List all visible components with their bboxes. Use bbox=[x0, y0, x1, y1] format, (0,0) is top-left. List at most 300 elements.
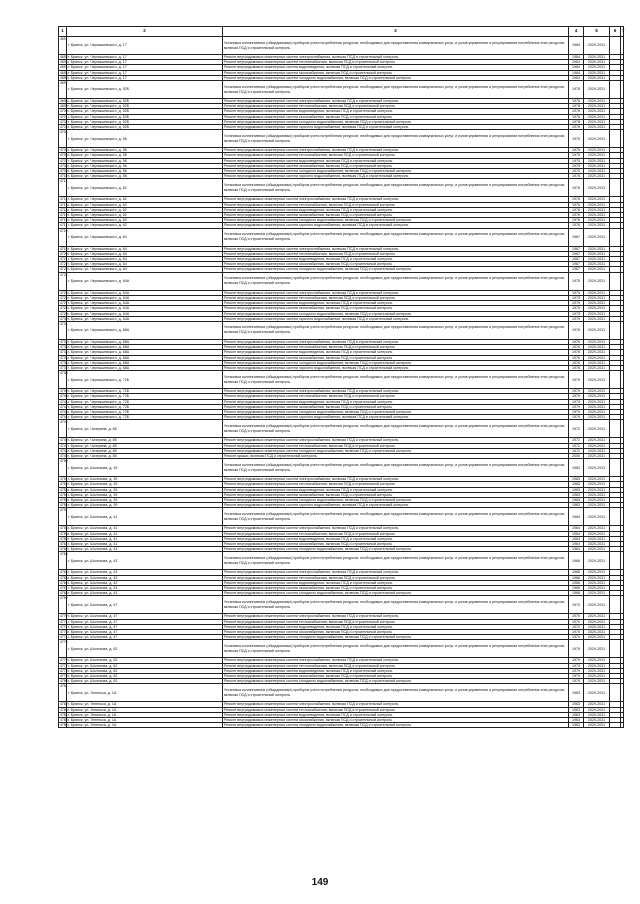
year-cell: 1978 bbox=[569, 81, 584, 99]
header-row bbox=[59, 27, 624, 37]
address-cell: г. Брянск, ул. Шолохова, д. 39 bbox=[67, 459, 223, 477]
work-type-cell: Ремонт внутридомовых инженерных систем газоснабжения, включая ПСД и строительный контроль bbox=[223, 630, 569, 635]
address-cell: г. Брянск, ул. Шолохова, д. 47 bbox=[67, 630, 223, 635]
row-number: 4746 bbox=[60, 438, 68, 443]
row-number: 4758 bbox=[60, 526, 68, 531]
year-cell: 1963 bbox=[569, 684, 584, 702]
period-cell: 2029-2031 bbox=[584, 707, 610, 712]
work-type-cell: Ремонт внутридомовых инженерных систем горячего водоснабжения, включая ПСД и строительный контроль bbox=[223, 415, 569, 420]
row-number: 4783 bbox=[60, 707, 68, 712]
address-cell: г. Брянск, ул. Шолохова, д. 39 bbox=[67, 482, 223, 487]
row-number: 4768 bbox=[60, 591, 68, 596]
table-row bbox=[59, 37, 624, 55]
work-type-cell: Ремонт внутридомовых инженерных систем холодного водоснабжения, включая ПСД и строительный контроль bbox=[223, 723, 569, 728]
empty-cell bbox=[621, 596, 624, 614]
work-type-cell: Ремонт внутридомовых инженерных систем водоотведения, включая ПСД и строительный контроль bbox=[223, 487, 569, 492]
address-cell: г. Брянск, ул. Чернышевского, д. 68А bbox=[67, 350, 223, 355]
work-type-cell: Ремонт внутридомовых инженерных систем холодного водоснабжения, включая ПСД и строительный контроль bbox=[223, 547, 569, 552]
row-number: 4709 bbox=[60, 169, 68, 174]
row-number: 4704 bbox=[59, 130, 67, 148]
address-cell: г. Брянск, ул. Шолохова, д. 47 bbox=[67, 619, 223, 624]
row-number: 4744 bbox=[60, 415, 68, 420]
year-cell: 1975 bbox=[569, 311, 584, 316]
address-cell: г. Брянск, ул. Шолохова, д. 41 bbox=[67, 536, 223, 541]
year-cell: 1967 bbox=[569, 262, 584, 267]
row-number: 4732 bbox=[60, 339, 68, 344]
row-number: 4754 bbox=[60, 492, 68, 497]
empty-cell bbox=[610, 37, 621, 55]
address-cell: г. Брянск, ул. Чернышевского, д. 56 bbox=[67, 163, 223, 168]
work-type-cell: Установка коллективных (общедомовых) приборов учета потребления ресурсов, необходимых для предоставления коммунальных услуг, и узлов управления и регулирования потребления этих ресурсов, включая ПСД и строительный контроль bbox=[223, 179, 569, 197]
work-type-cell: Ремонт внутридомовых инженерных систем холодного водоснабжения, включая ПСД и строительный контроль bbox=[223, 267, 569, 272]
address-cell: г. Брянск, ул. Чернышевского, д. 52Б bbox=[67, 104, 223, 109]
address-cell: г. Брянск, ул. Чернышевского, д. 64А bbox=[67, 290, 223, 295]
address-cell: г. Брянск, ул. Чернышевского, д. 72Б bbox=[67, 371, 223, 389]
work-type-cell: Ремонт внутридомовых инженерных систем газоснабжения, включая ПСД и строительный контроль bbox=[223, 355, 569, 360]
year-cell: 1970 bbox=[569, 619, 584, 624]
address-cell: г. Брянск, ул. Чернышевского, д. 64 bbox=[67, 257, 223, 262]
work-type-cell: Ремонт внутридомовых инженерных систем электроснабжения, включая ПСД и строительный контроль bbox=[223, 658, 569, 663]
period-cell: 2029-2031 bbox=[584, 339, 610, 344]
year-cell: 1966 bbox=[569, 586, 584, 591]
header-cell: 6 bbox=[610, 27, 621, 37]
year-cell: 1975 bbox=[569, 158, 584, 163]
work-type-cell: Ремонт внутридомовых инженерных систем водоотведения, включая ПСД и строительный контроль bbox=[223, 712, 569, 717]
document-sheet bbox=[58, 26, 624, 728]
work-type-cell: Ремонт внутридомовых инженерных систем теплоснабжения, включая ПСД и строительный контроль bbox=[223, 663, 569, 668]
year-cell: 1984 bbox=[569, 37, 584, 55]
year-cell: 1983 bbox=[569, 492, 584, 497]
period-cell: 2029-2031 bbox=[584, 251, 610, 256]
year-cell: 1979 bbox=[569, 640, 584, 658]
year-cell: 1976 bbox=[569, 223, 584, 228]
period-cell: 2029-2031 bbox=[584, 541, 610, 546]
work-type-cell: Ремонт внутридомовых инженерных систем водоотведения, включая ПСД и строительный контроль bbox=[223, 399, 569, 404]
period-cell: 2029-2031 bbox=[584, 290, 610, 295]
period-cell: 2029-2031 bbox=[584, 350, 610, 355]
period-cell: 2029-2031 bbox=[584, 60, 610, 65]
address-cell: г. Брянск, ул. Энгельса, д. 1А bbox=[67, 712, 223, 717]
year-cell: 1978 bbox=[569, 104, 584, 109]
work-type-cell: Ремонт внутридомовых инженерных систем водоотведения, включая ПСД и строительный контроль bbox=[223, 624, 569, 629]
empty-cell bbox=[610, 228, 621, 246]
year-cell: 1983 bbox=[569, 477, 584, 482]
address-cell: г. Брянск, ул. Чернышевского, д. 68А bbox=[67, 321, 223, 339]
row-number: 4742 bbox=[60, 404, 68, 409]
period-cell: 2029-2031 bbox=[584, 360, 610, 365]
work-type-cell: Ремонт внутридомовых инженерных систем холодного водоснабжения, включая ПСД и строительный контроль bbox=[223, 75, 569, 80]
address-cell: г. Брянск, ул. Чернышевского, д. 64А bbox=[67, 306, 223, 311]
address-cell: г. Брянск, ул. Шолохова, д. 41 bbox=[67, 526, 223, 531]
year-cell: 1979 bbox=[569, 404, 584, 409]
table-row bbox=[59, 508, 624, 526]
period-cell: 2029-2031 bbox=[584, 228, 610, 246]
empty-cell bbox=[621, 640, 624, 658]
work-type-cell: Ремонт внутридомовых инженерных систем теплоснабжения, включая ПСД и строительный контроль bbox=[223, 575, 569, 580]
empty-cell bbox=[621, 552, 624, 570]
year-cell: 1963 bbox=[569, 702, 584, 707]
row-number: 4695 bbox=[60, 70, 68, 75]
empty-cell bbox=[621, 723, 624, 728]
work-type-cell: Установка коллективных (общедомовых) приборов учета потребления ресурсов, необходимых для предоставления коммунальных услуг, и узлов управления и регулирования потребления этих ресурсов, включая ПСД и строительный контроль bbox=[223, 684, 569, 702]
table-row bbox=[59, 552, 624, 570]
row-number: 4759 bbox=[60, 531, 68, 536]
work-type-cell: Ремонт внутридомовых инженерных систем электроснабжения, включая ПСД и строительный контроль bbox=[223, 148, 569, 153]
address-cell: г. Брянск, ул. Чернышевского, д. 72Б bbox=[67, 404, 223, 409]
row-number: 4766 bbox=[60, 580, 68, 585]
year-cell: 1976 bbox=[569, 350, 584, 355]
work-type-cell: Установка коллективных (общедомовых) приборов учета потребления ресурсов, необходимых для предоставления коммунальных услуг, и узлов управления и регулирования потребления этих ресурсов, включая ПСД и строительный контроль bbox=[223, 228, 569, 246]
year-cell: 1975 bbox=[569, 153, 584, 158]
empty-cell bbox=[610, 684, 621, 702]
empty-cell bbox=[621, 508, 624, 526]
empty-cell bbox=[610, 371, 621, 389]
row-number: 4762 bbox=[60, 547, 68, 552]
row-number: 4779 bbox=[60, 674, 68, 679]
address-cell: г. Брянск, ул. Шолохова, д. 43 bbox=[67, 586, 223, 591]
row-number: 4725 bbox=[60, 290, 68, 295]
period-cell: 2029-2031 bbox=[584, 125, 610, 130]
period-cell: 2029-2031 bbox=[584, 526, 610, 531]
year-cell: 1978 bbox=[569, 109, 584, 114]
row-number: 4773 bbox=[60, 630, 68, 635]
row-number: 4778 bbox=[60, 668, 68, 673]
table-row bbox=[59, 459, 624, 477]
row-number: 4775 bbox=[59, 640, 67, 658]
period-cell: 2029-2031 bbox=[584, 536, 610, 541]
address-cell: г. Брянск, ул. Шолохова, д. 43 bbox=[67, 570, 223, 575]
row-number: 4749 bbox=[60, 453, 68, 458]
period-cell: 2029-2031 bbox=[584, 487, 610, 492]
empty-cell bbox=[621, 371, 624, 389]
address-cell: г. Брянск, ул. Шолохова, д. 43 bbox=[67, 552, 223, 570]
period-cell: 2029-2031 bbox=[584, 389, 610, 394]
work-type-cell: Ремонт внутридомовых инженерных систем теплоснабжения, включая ПСД и строительный контроль bbox=[223, 295, 569, 300]
row-number: 4705 bbox=[60, 148, 68, 153]
row-number: 4724 bbox=[59, 272, 67, 290]
year-cell: 1976 bbox=[569, 355, 584, 360]
year-cell: 1976 bbox=[569, 321, 584, 339]
row-number: 4726 bbox=[60, 295, 68, 300]
row-number: 4710 bbox=[60, 174, 68, 179]
address-cell: г. Брянск, ул. Чернышевского, д. 17 bbox=[67, 55, 223, 60]
period-cell: 2029-2031 bbox=[584, 575, 610, 580]
address-cell: г. Брянск, ул. Чернышевского, д. 64 bbox=[67, 267, 223, 272]
period-cell: 2029-2031 bbox=[584, 321, 610, 339]
row-number: 4693 bbox=[60, 60, 68, 65]
period-cell: 2029-2031 bbox=[584, 448, 610, 453]
work-type-cell: Ремонт внутридомовых инженерных систем электроснабжения, включая ПСД и строительный контроль bbox=[223, 246, 569, 251]
period-cell: 2029-2031 bbox=[584, 684, 610, 702]
address-cell: г. Брянск, ул. Чернышевского, д. 64А bbox=[67, 301, 223, 306]
row-number: 4743 bbox=[60, 409, 68, 414]
address-cell: г. Брянск, ул. Чернышевского, д. 17 bbox=[67, 75, 223, 80]
row-number: 4721 bbox=[60, 257, 68, 262]
header-cell: 4 bbox=[569, 27, 584, 37]
year-cell: 1983 bbox=[569, 503, 584, 508]
row-number: 4715 bbox=[60, 213, 68, 218]
year-cell: 1979 bbox=[569, 394, 584, 399]
year-cell: 1972 bbox=[569, 448, 584, 453]
period-cell: 2029-2031 bbox=[584, 257, 610, 262]
period-cell: 2029-2031 bbox=[584, 109, 610, 114]
work-type-cell: Установка коллективных (общедомовых) приборов учета потребления ресурсов, необходимых для предоставления коммунальных услуг, и узлов управления и регулирования потребления этих ресурсов, включая ПСД и строительный контроль bbox=[223, 552, 569, 570]
address-cell: г. Брянск, ул. Чернышевского, д. 64А bbox=[67, 272, 223, 290]
work-type-cell: Ремонт внутридомовых инженерных систем газоснабжения, включая ПСД и строительный контроль bbox=[223, 492, 569, 497]
row-number: 4730 bbox=[60, 316, 68, 321]
year-cell: 1975 bbox=[569, 174, 584, 179]
year-cell: 1967 bbox=[569, 228, 584, 246]
period-cell: 2029-2031 bbox=[584, 394, 610, 399]
year-cell: 1967 bbox=[569, 246, 584, 251]
year-cell: 1979 bbox=[569, 409, 584, 414]
period-cell: 2029-2031 bbox=[584, 55, 610, 60]
row-number: 4733 bbox=[60, 345, 68, 350]
empty-cell bbox=[621, 420, 624, 438]
empty-cell bbox=[610, 459, 621, 477]
year-cell: 1983 bbox=[569, 459, 584, 477]
address-cell: г. Брянск, ул. Шолохова, д. 41 bbox=[67, 531, 223, 536]
address-cell: г. Брянск, ул. Чернышевского, д. 52Б bbox=[67, 119, 223, 124]
row-number: 4785 bbox=[60, 718, 68, 723]
table-row bbox=[59, 640, 624, 658]
row-number: 4698 bbox=[60, 99, 68, 104]
period-cell: 2029-2031 bbox=[584, 420, 610, 438]
address-cell: г. Брянск, ул. Чернышевского, д. 68А bbox=[67, 360, 223, 365]
address-cell: г. Брянск, ул. Шолохова, д. 43 bbox=[67, 591, 223, 596]
row-number: 4750 bbox=[59, 459, 67, 477]
period-cell: 2029-2031 bbox=[584, 508, 610, 526]
period-cell: 2029-2031 bbox=[584, 404, 610, 409]
year-cell: 1976 bbox=[569, 339, 584, 344]
work-type-cell: Ремонт внутридомовых инженерных систем электроснабжения, включая ПСД и строительный контроль bbox=[223, 526, 569, 531]
table-row bbox=[59, 81, 624, 99]
year-cell: 1976 bbox=[569, 197, 584, 202]
year-cell: 1967 bbox=[569, 267, 584, 272]
work-type-cell: Ремонт внутридомовых инженерных систем газоснабжения, включая ПСД и строительный контроль bbox=[223, 404, 569, 409]
address-cell: г. Брянск, ул. Чернышевского, д. 64А bbox=[67, 295, 223, 300]
year-cell: 1978 bbox=[569, 114, 584, 119]
work-type-cell: Ремонт внутридомовых инженерных систем газоснабжения, включая ПСД и строительный контроль bbox=[223, 163, 569, 168]
empty-cell bbox=[621, 321, 624, 339]
work-type-cell: Установка коллективных (общедомовых) приборов учета потребления ресурсов, необходимых для предоставления коммунальных услуг, и узлов управления и регулирования потребления этих ресурсов, включая ПСД и строительный контроль bbox=[223, 508, 569, 526]
row-number: 4736 bbox=[60, 360, 68, 365]
address-cell: г. Брянск, ул. Энгельса, д. 1А bbox=[67, 718, 223, 723]
row-number: 4741 bbox=[60, 399, 68, 404]
period-cell: 2029-2031 bbox=[584, 179, 610, 197]
year-cell: 1978 bbox=[569, 99, 584, 104]
address-cell: г. Брянск, ул. Чернышевского, д. 56 bbox=[67, 169, 223, 174]
address-cell: г. Брянск, ул. Чернышевского, д. 17 bbox=[67, 65, 223, 70]
row-number: 4776 bbox=[60, 658, 68, 663]
period-cell: 2029-2031 bbox=[584, 267, 610, 272]
period-cell: 2029-2031 bbox=[584, 679, 610, 684]
address-cell: г. Брянск, ул. Чернышевского, д. 52Б bbox=[67, 109, 223, 114]
year-cell: 1975 bbox=[569, 301, 584, 306]
year-cell: 1976 bbox=[569, 207, 584, 212]
row-number: 4702 bbox=[60, 119, 68, 124]
work-type-cell: Ремонт внутридомовых инженерных систем горячего водоснабжения, включая ПСД и строительный контроль bbox=[223, 174, 569, 179]
row-number: 4728 bbox=[60, 306, 68, 311]
row-number: 4772 bbox=[60, 624, 68, 629]
work-type-cell: Ремонт внутридомовых инженерных систем электроснабжения, включая ПСД и строительный контроль bbox=[223, 55, 569, 60]
row-number: 4731 bbox=[59, 321, 67, 339]
address-cell: г. Брянск, ул. Чернышевского, д. 68А bbox=[67, 365, 223, 370]
period-cell: 2029-2031 bbox=[584, 213, 610, 218]
year-cell: 1975 bbox=[569, 316, 584, 321]
period-cell: 2029-2031 bbox=[584, 596, 610, 614]
address-cell: г. Брянск, ул. Энгельса, д. 1А bbox=[67, 723, 223, 728]
address-cell: г. Брянск, ул. Чернышевского, д. 62 bbox=[67, 179, 223, 197]
year-cell: 1963 bbox=[569, 723, 584, 728]
work-type-cell: Ремонт внутридомовых инженерных систем холодного водоснабжения, включая ПСД и строительный контроль bbox=[223, 679, 569, 684]
period-cell: 2029-2031 bbox=[584, 355, 610, 360]
period-cell: 2029-2031 bbox=[584, 570, 610, 575]
work-type-cell: Ремонт внутридомовых инженерных систем холодного водоснабжения, включая ПСД и строительный контроль bbox=[223, 448, 569, 453]
period-cell: 2029-2031 bbox=[584, 399, 610, 404]
row-number: 4740 bbox=[60, 394, 68, 399]
address-cell: г. Брянск, ул. Чернышевского, д. 17 bbox=[67, 60, 223, 65]
table-row bbox=[59, 228, 624, 246]
row-number: 4774 bbox=[60, 635, 68, 640]
year-cell: 1967 bbox=[569, 251, 584, 256]
work-type-cell: Ремонт внутридомовых инженерных систем электроснабжения, включая ПСД и строительный контроль bbox=[223, 477, 569, 482]
period-cell: 2029-2031 bbox=[584, 65, 610, 70]
period-cell: 2029-2031 bbox=[584, 246, 610, 251]
address-cell: г. Брянск, ул. Чернышевского, д. 68А bbox=[67, 339, 223, 344]
period-cell: 2029-2031 bbox=[584, 345, 610, 350]
work-type-cell: Ремонт внутридомовых инженерных систем газоснабжения, включая ПСД и строительный контроль bbox=[223, 213, 569, 218]
year-cell: 1983 bbox=[569, 482, 584, 487]
address-cell: г. Брянск, ул. Шолохова, д. 39 bbox=[67, 497, 223, 502]
period-cell: 2029-2031 bbox=[584, 614, 610, 619]
address-cell: г. Брянск, ул. Шолохова, д. 39 bbox=[67, 477, 223, 482]
work-type-cell: Установка коллективных (общедомовых) приборов учета потребления ресурсов, необходимых для предоставления коммунальных услуг, и узлов управления и регулирования потребления этих ресурсов, включая ПСД и строительный контроль bbox=[223, 272, 569, 290]
period-cell: 2029-2031 bbox=[584, 702, 610, 707]
address-cell: г. Брянск, ул. Шолохова, д. 39 bbox=[67, 487, 223, 492]
year-cell: 2000 bbox=[569, 453, 584, 458]
work-type-cell: Ремонт внутридомовых инженерных систем газоснабжения, включая ПСД и строительный контроль bbox=[223, 70, 569, 75]
work-type-cell: Установка коллективных (общедомовых) приборов учета потребления ресурсов, необходимых для предоставления коммунальных услуг, и узлов управления и регулирования потребления этих ресурсов, включая ПСД и строительный контроль bbox=[223, 640, 569, 658]
period-cell: 2029-2031 bbox=[584, 316, 610, 321]
work-type-cell: Ремонт внутридомовых инженерных систем электроснабжения, включая ПСД и строительный контроль bbox=[223, 438, 569, 443]
period-cell: 2029-2031 bbox=[584, 148, 610, 153]
year-cell: 1976 bbox=[569, 202, 584, 207]
row-number: 4727 bbox=[60, 301, 68, 306]
year-cell: 1978 bbox=[569, 119, 584, 124]
empty-cell bbox=[621, 459, 624, 477]
period-cell: 2029-2031 bbox=[584, 301, 610, 306]
year-cell: 1970 bbox=[569, 635, 584, 640]
address-cell: г. Брянск, ул. Чернышевского, д. 62 bbox=[67, 213, 223, 218]
table-row bbox=[59, 272, 624, 290]
address-cell: г. Брянск, ул. Чернышевского, д. 64А bbox=[67, 311, 223, 316]
year-cell: 1975 bbox=[569, 290, 584, 295]
year-cell: 1970 bbox=[569, 630, 584, 635]
work-type-cell: Установка коллективных (общедомовых) приборов учета потребления ресурсов, необходимых для предоставления коммунальных услуг, и узлов управления и регулирования потребления этих ресурсов, включая ПСД и строительный контроль bbox=[223, 420, 569, 438]
empty-cell bbox=[610, 508, 621, 526]
work-type-cell: Ремонт внутридомовых инженерных систем водоотведения, включая ПСД и строительный контроль bbox=[223, 301, 569, 306]
period-cell: 2029-2031 bbox=[584, 552, 610, 570]
work-type-cell: Ремонт внутридомовых инженерных систем горячего водоснабжения, включая ПСД и строительный контроль bbox=[223, 223, 569, 228]
period-cell: 2029-2031 bbox=[584, 119, 610, 124]
year-cell: 1979 bbox=[569, 389, 584, 394]
period-cell: 2029-2031 bbox=[584, 492, 610, 497]
year-cell: 1976 bbox=[569, 213, 584, 218]
work-type-cell: Ремонт внутридомовых инженерных систем газоснабжения, включая ПСД и строительный контроль bbox=[223, 541, 569, 546]
work-type-cell: Ремонт внутридомовых инженерных систем водоотведения, включая ПСД и строительный контроль bbox=[223, 257, 569, 262]
year-cell: 1966 bbox=[569, 575, 584, 580]
work-type-cell: Ремонт внутридомовых инженерных систем теплоснабжения, включая ПСД и строительный контроль bbox=[223, 153, 569, 158]
address-cell: г. Брянск, ул. Шолохова, д. 62 bbox=[67, 658, 223, 663]
address-cell: г. Брянск, ул. Чернышевского, д. 56 bbox=[67, 153, 223, 158]
period-cell: 2029-2031 bbox=[584, 104, 610, 109]
period-cell: 2029-2031 bbox=[584, 272, 610, 290]
table-body bbox=[59, 27, 624, 728]
year-cell: 1963 bbox=[569, 712, 584, 717]
address-cell: г. Брянск, ул. Чернышевского, д. 56 bbox=[67, 158, 223, 163]
work-type-cell: Ремонт внутридомовых инженерных систем электроснабжения, включая ПСД и строительный контроль bbox=[223, 99, 569, 104]
empty-cell bbox=[610, 596, 621, 614]
address-cell: г. Брянск, ул. Чичерина, д. 85 bbox=[67, 420, 223, 438]
work-type-cell: Ремонт внутридомовых инженерных систем теплоснабжения, включая ПСД и строительный контроль bbox=[223, 202, 569, 207]
address-cell: г. Брянск, ул. Шолохова, д. 47 bbox=[67, 624, 223, 629]
work-type-cell: Ремонт внутридомовых инженерных систем электроснабжения, включая ПСД и строительный контроль bbox=[223, 290, 569, 295]
row-number: 4763 bbox=[59, 552, 67, 570]
work-type-cell: Ремонт внутридомовых инженерных систем теплоснабжения, включая ПСД и строительный контроль bbox=[223, 531, 569, 536]
year-cell: 1975 bbox=[569, 163, 584, 168]
year-cell: 1975 bbox=[569, 148, 584, 153]
year-cell: 1984 bbox=[569, 70, 584, 75]
period-cell: 2029-2031 bbox=[584, 630, 610, 635]
year-cell: 1983 bbox=[569, 497, 584, 502]
year-cell: 1979 bbox=[569, 415, 584, 420]
work-type-cell: Ремонт внутридомовых инженерных систем холодного водоснабжения, включая ПСД и строительный контроль bbox=[223, 218, 569, 223]
address-cell: г. Брянск, ул. Чернышевского, д. 17 bbox=[67, 37, 223, 55]
address-cell: г. Брянск, ул. Энгельса, д. 1А bbox=[67, 702, 223, 707]
work-type-cell: Ремонт внутридомовых инженерных систем холодного водоснабжения, включая ПСД и строительный контроль bbox=[223, 169, 569, 174]
address-cell: г. Брянск, ул. Шолохова, д. 39 bbox=[67, 492, 223, 497]
period-cell: 2029-2031 bbox=[584, 153, 610, 158]
row-number: 4757 bbox=[59, 508, 67, 526]
address-cell: г. Брянск, ул. Чернышевского, д. 68А bbox=[67, 345, 223, 350]
work-type-cell: Ремонт внутридомовых инженерных систем газоснабжения, включая ПСД и строительный контроль bbox=[223, 718, 569, 723]
period-cell: 2029-2031 bbox=[584, 712, 610, 717]
address-cell: г. Брянск, ул. Чернышевского, д. 72Б bbox=[67, 389, 223, 394]
row-number: 4700 bbox=[60, 109, 68, 114]
empty-cell bbox=[621, 684, 624, 702]
period-cell: 2029-2031 bbox=[584, 218, 610, 223]
year-cell: 1966 bbox=[569, 552, 584, 570]
year-cell: 1966 bbox=[569, 591, 584, 596]
table-row bbox=[59, 420, 624, 438]
work-type-cell: Ремонт внутридомовых инженерных систем горячего водоснабжения, включая ПСД и строительный контроль bbox=[223, 316, 569, 321]
row-number: 4711 bbox=[59, 179, 67, 197]
address-cell: г. Брянск, ул. Чернышевского, д. 64 bbox=[67, 228, 223, 246]
row-number: 4765 bbox=[60, 575, 68, 580]
address-cell: г. Брянск, ул. Шолохова, д. 47 bbox=[67, 596, 223, 614]
year-cell: 1963 bbox=[569, 707, 584, 712]
table-row bbox=[59, 684, 624, 702]
address-cell: г. Брянск, ул. Чернышевского, д. 64А bbox=[67, 316, 223, 321]
address-cell: г. Брянск, ул. Чернышевского, д. 56 bbox=[67, 174, 223, 179]
empty-cell bbox=[610, 552, 621, 570]
empty-cell bbox=[610, 321, 621, 339]
period-cell: 2029-2031 bbox=[584, 591, 610, 596]
work-type-cell: Ремонт внутридомовых инженерных систем газоснабжения, включая ПСД и строительный контроль bbox=[223, 262, 569, 267]
year-cell: 1964 bbox=[569, 508, 584, 526]
empty-cell bbox=[621, 272, 624, 290]
